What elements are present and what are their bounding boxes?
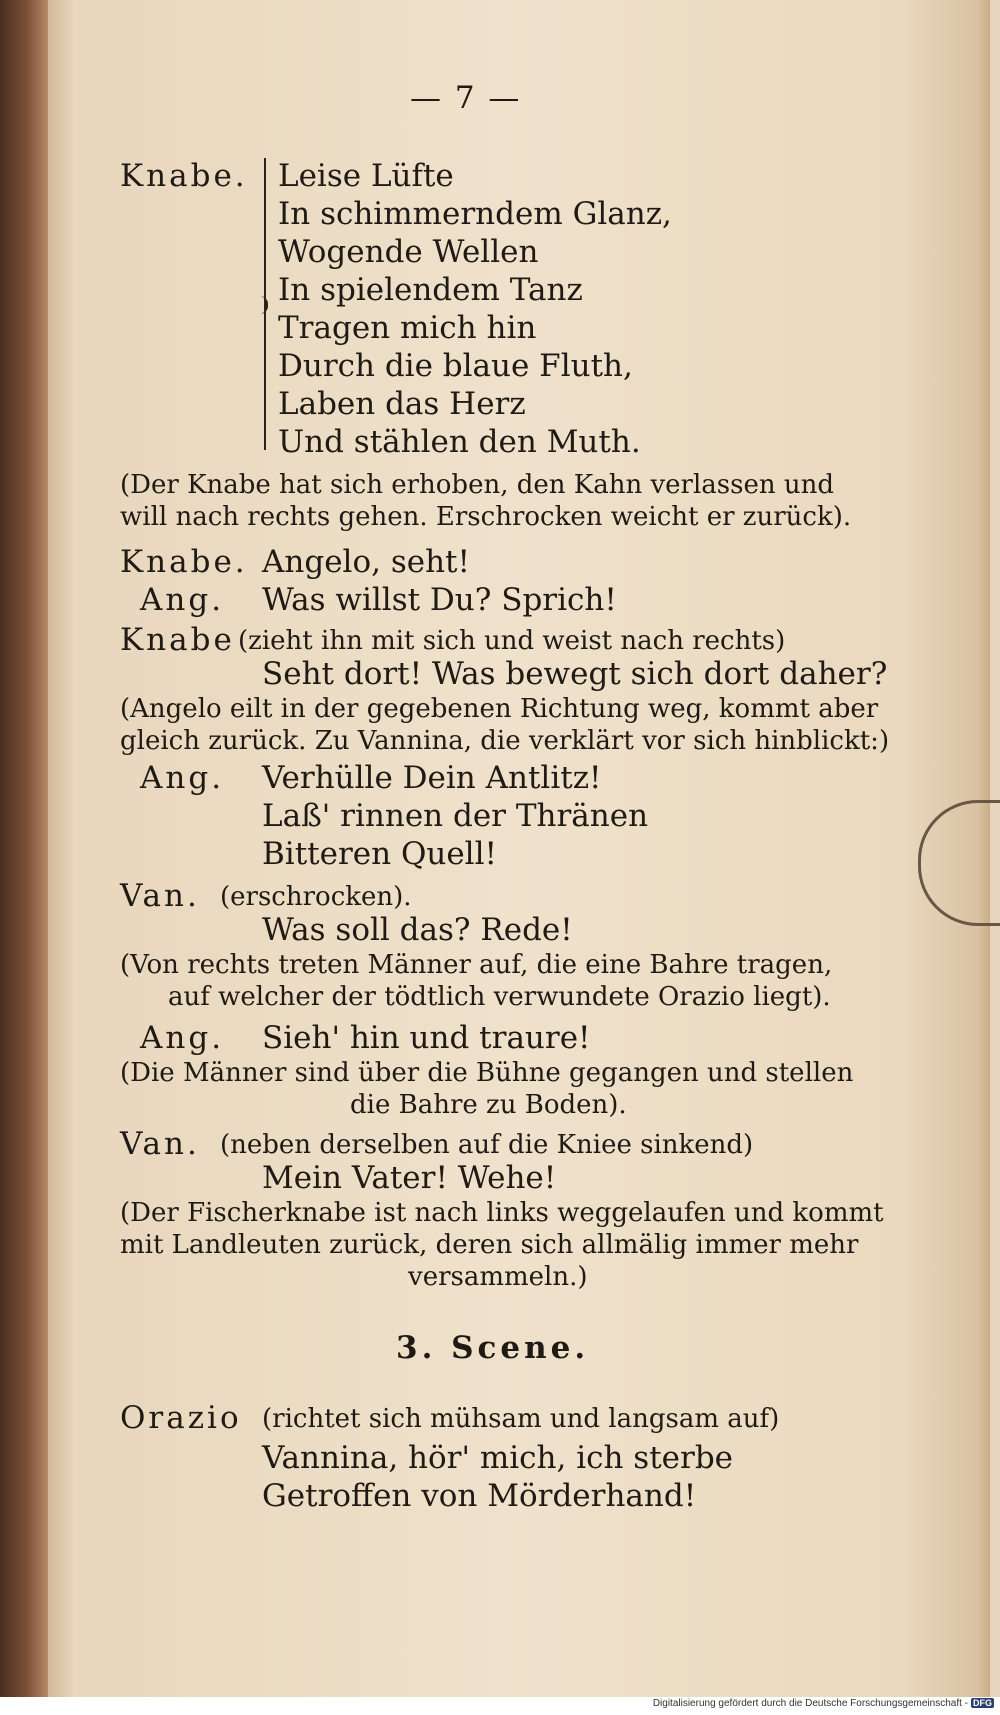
- dfg-logo: DFG: [973, 1698, 992, 1708]
- footer-text: Digitalisierung gefördert durch die Deutsche Forschungsgemeinschaft -: [652, 1698, 968, 1709]
- dialogue-line: Mein Vater! Wehe!: [262, 1160, 557, 1196]
- stage-direction: (Angelo eilt in der gegebenen Richtung weg, kommt aber: [120, 694, 879, 724]
- dialogue-line: Verhülle Dein Antlitz!: [262, 760, 602, 796]
- song-line: Durch die blaue Fluth,: [278, 348, 633, 384]
- speaker-name: Van.: [120, 1126, 200, 1162]
- dialogue-line: Laß' rinnen der Thränen: [262, 798, 649, 834]
- speaker-name: Ang.: [140, 582, 225, 618]
- stage-direction: (Die Männer sind über die Bühne gegangen und stellen: [120, 1058, 854, 1088]
- speaker-name: Van.: [120, 878, 200, 914]
- song-line: Leise Lüfte: [278, 158, 454, 194]
- stage-direction: (zieht ihn mit sich und weist nach rechts): [238, 626, 786, 656]
- song-line: Wogende Wellen: [278, 234, 539, 270]
- stage-direction: auf welcher der tödtlich verwundete Orazio liegt).: [168, 982, 831, 1012]
- stage-direction: (richtet sich mühsam und langsam auf): [262, 1404, 780, 1434]
- stage-direction: versammeln.): [408, 1262, 588, 1292]
- book-cover-edge: [0, 0, 48, 1710]
- dialogue-line: Bitteren Quell!: [262, 836, 497, 872]
- scene-heading: 3. Scene.: [396, 1330, 590, 1366]
- stage-direction: (Von rechts treten Männer auf, die eine Bahre tragen,: [120, 950, 833, 980]
- speaker-name: Ang.: [140, 1020, 225, 1056]
- song-line: Und stählen den Muth.: [278, 424, 641, 460]
- speaker-name: Orazio: [120, 1400, 242, 1436]
- stage-direction: (Der Fischerknabe ist nach links weggelaufen und kommt: [120, 1198, 884, 1228]
- song-speaker: Knabe.: [120, 158, 248, 194]
- page-number: — 7 —: [410, 80, 522, 116]
- speaker-name: Knabe: [120, 622, 235, 658]
- dialogue-line: Was soll das? Rede!: [262, 912, 573, 948]
- dialogue-line: Was willst Du? Sprich!: [262, 582, 617, 618]
- dialogue-line: Angelo, seht!: [262, 544, 470, 580]
- footer: [653, 1698, 994, 1709]
- stage-direction: gleich zurück. Zu Vannina, die verklärt vor sich hinblickt:): [120, 726, 890, 756]
- speaker-name: Knabe.: [120, 544, 248, 580]
- dialogue-line: Vannina, hör' mich, ich sterbe: [262, 1440, 734, 1476]
- dialogue-line: Sieh' hin und traure!: [262, 1020, 591, 1056]
- song-line: In spielendem Tanz: [278, 272, 583, 308]
- dialogue-line: Seht dort! Was bewegt sich dort daher?: [262, 656, 888, 692]
- stage-direction: (erschrocken).: [220, 882, 412, 912]
- stage-direction: (Der Knabe hat sich erhoben, den Kahn verlassen und: [120, 470, 834, 500]
- dialogue-line: Getroffen von Mörderhand!: [262, 1478, 697, 1514]
- stage-direction: mit Landleuten zurück, deren sich allmälig immer mehr: [120, 1230, 859, 1260]
- song-line: Tragen mich hin: [278, 310, 537, 346]
- stage-direction: (neben derselben auf die Kniee sinkend): [220, 1130, 754, 1160]
- stage-direction: will nach rechts gehen. Erschrocken weicht er zurück).: [120, 502, 852, 532]
- stage-direction: die Bahre zu Boden).: [350, 1090, 627, 1120]
- song-line: In schimmerndem Glanz,: [278, 196, 672, 232]
- speaker-name: Ang.: [140, 760, 225, 796]
- song-line: Laben das Herz: [278, 386, 526, 422]
